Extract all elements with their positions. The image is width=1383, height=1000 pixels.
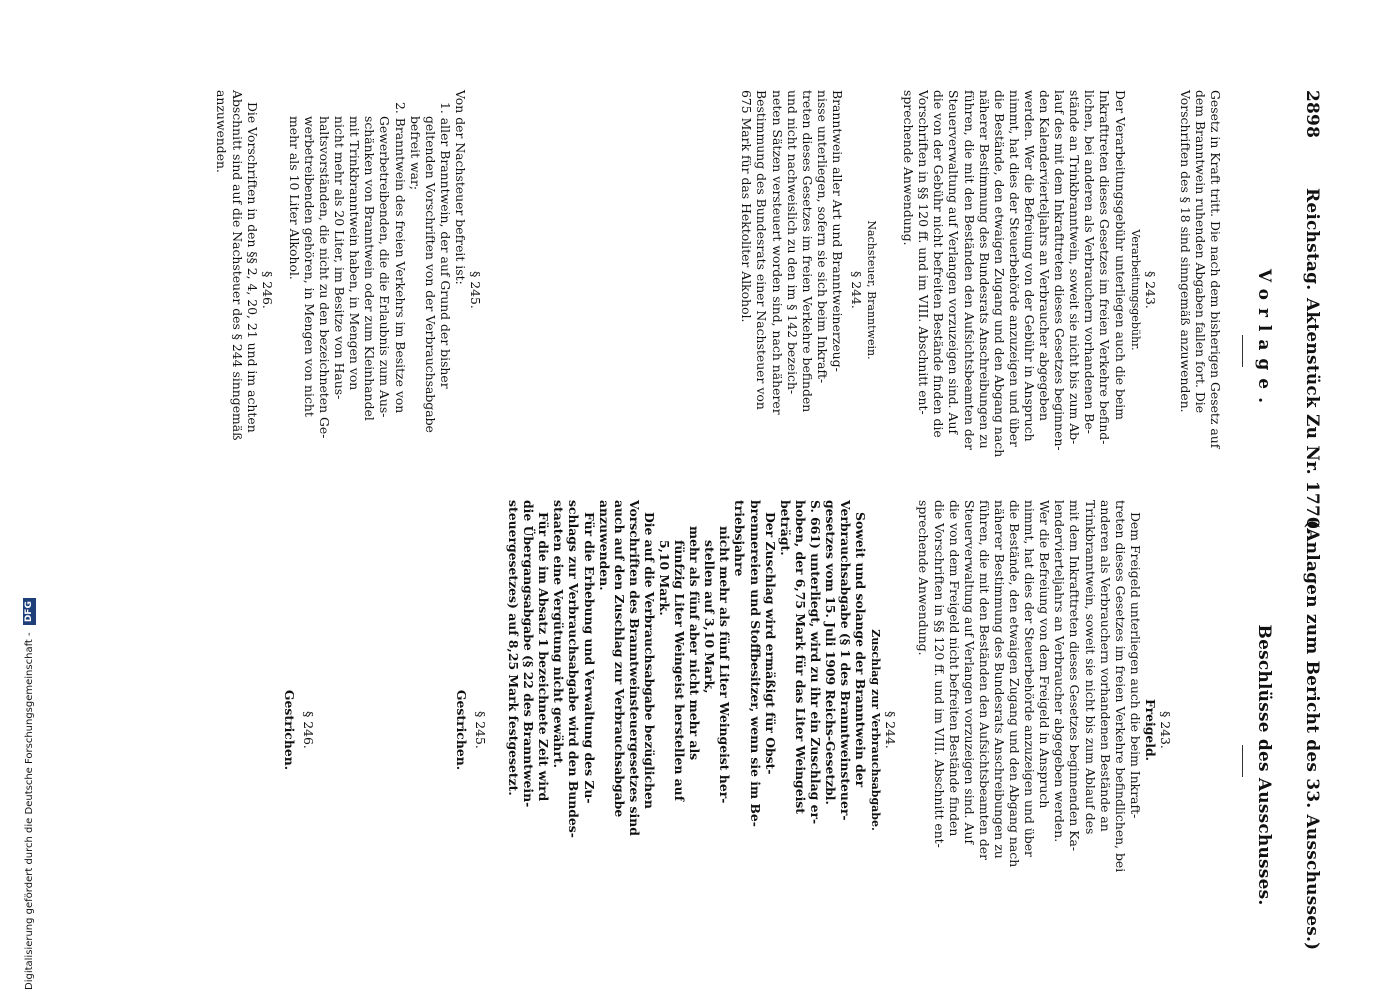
right-s244-number: § 244. [883, 711, 899, 749]
credit-text: Digitalisierung gefördert durch die Deutsche Forschungsgemeinschaft - [24, 632, 35, 990]
left-s243-subtitle: Verarbeitungsgebühr. [1128, 229, 1142, 351]
title-rule-right [1242, 745, 1243, 777]
left-column [739, 90, 1223, 490]
right-s246-number: § 246. [300, 711, 316, 749]
right-s243-body: Dem Freigeld unterliegen auch die beim Inkraft- treten dieses Gesetzes im freien Verkehre befindlichen, bei anderen als Verbrauchern vorhandenen Bestände an Trinkbranntwein, soweit sie nicht bis zum Ablauf des mit dem Inkrafttreten dieses Gesetzes beginnenden Ka- lendervierteljahrs an Verbraucher abgegeben werden. Wer die Befreiung von dem Freigeld in Anspruch nimmt, hat dies der Steuerbehörde anzuzeigen und über die Bestände, den etwaigen Zugang und den Abgang nach näherer Bestimmung des Bundesrats Anschreibungen zu führen, die mit den Beständen den Aufsichtsbeamten der Steuerverwaltung auf Verlangen vorzuzeigen sind. Auf die von dem Freigeld nicht befreiten Bestände finden die Vorschriften in §§ 120 ff. und im VIII. Abschnitt ent- sprechende Anwendung. [916, 500, 1143, 873]
right-s243-number: § 243. [1158, 711, 1173, 749]
header-aktenstueck: Aktenstück Zu Nr. 1770. [1302, 298, 1322, 536]
left-intro: Gesetz in Kraft tritt. Die nach dem bisherigen Gesetz auf dem Branntwein ruhenden Abgaben fallen fort. Die Vorschriften des § 18 sind sinngemäß anzuwenden. [1177, 90, 1223, 449]
title-rule-left [1242, 335, 1243, 367]
header-anlagen: (Anlagen zum Bericht des 33. Ausschusses.) [1302, 520, 1322, 951]
left-s243-body: Der Verarbeitungsgebühr unterliegen auch die beim Inkrafttreten dieses Gesetzes im freien Verkehre befind- lichen, bei anderen als Verbrauchern vorhandenen Be- stände an Trinkbranntwein, soweit sie nicht bis zum Ab- lauf des mit dem Inkrafttreten dieses Gesetzes beginnen- den Kalendervierteljahrs an Verbraucher abgegeben werden. Wer die Befreiung von der Gebühr in Anspruch nimmt, hat dies der Steuerbehörde anzuzeigen und über die Bestände, den etwaigen Zugang und den Abgang nach näherer Bestimmung des Bundesrats Anschreibungen zu führen, die mit den Beständen den Aufsichtsbeamten der Steuerverwaltung auf Verlangen vorzuzeigen sind. Auf die von der Gebühr nicht befreiten Bestände finden die Vorschriften in §§ 120 ff. und im VIII. Abschnitt ent- sprechende Anwendung. [901, 90, 1128, 458]
page-number: 2898 [1302, 90, 1322, 139]
left-s246-body: Die Vorschriften in den §§ 2, 4, 20, 21 und im achten Abschnitt sind auf die Nachsteuer des § 244 sinngemäß anzuwenden. [214, 90, 260, 441]
right-s245-status: Gestrichen. [453, 689, 469, 771]
right-s243-subtitle: Freigeld. [1142, 699, 1158, 761]
right-s244-body: Soweit und solange der Branntwein der Verbrauchsabgabe (§ 1 des Branntweinsteuer- gesetzes vom 15. Juli 1909 Reichs-Gesetzbl. S. 661) unterliegt, wird zu ihr ein Zuschlag er- hoben, der 6,75 Mark für das Liter Weingeist beträgt. Der Zuschlag wird ermäßigt für Obst- brennereien und Stoffbesitzer, wenn sie im Be- triebsjahre nicht mehr als fünf Liter Weingeist her- stellen auf 3,10 Mark, mehr als fünf aber nicht mehr als fünfzig Liter Weingeist herstellen auf 5,10 Mark. Die auf die Verbrauchsabgabe bezüglichen Vorschriften des Branntweinsteuergesetzes sind auch auf den Zuschlag zur Verbrauchsabgabe anzuwenden. Für die Erhebung und Verwaltung des Zu- schlags zur Verbrauchsabgabe wird den Bundes- staaten eine Vergütung nicht gewährt. Für die im Absatz 1 bezeichnete Zeit wird die Übergangsabgabe (§ 22 des Branntwein- steuergesetzes) auf 8,25 Mark festgesetzt. [506, 500, 869, 838]
left-column-title: Vorlage. [1254, 268, 1274, 412]
right-s244-subtitle: Zuschlag zur Verbrauchsabgabe. [869, 629, 883, 831]
left-s245-number: § 245. [468, 271, 483, 309]
left-s244-subtitle: Nachsteuer, Branntwein. [865, 220, 879, 360]
left-s245-body: Von der Nachsteuer befreit ist: 1. aller Branntwein, der auf Grund der bisher geltenden Vorschriften von der Verbrauchsabgabe befreit war; 2. Branntwein des freien Verkehrs im Besitze von Gewerbetreibenden, die die Erlaubnis zum Aus- schänken von Branntwein oder zum Kleinhandel mit Trinkbranntwein haben, in Mengen von nicht mehr als 20 Liter, im Besitze von Haus- haltsvorständen, die nicht zu den bezeichneten Ge- werbetreibenden gehören, in Mengen von nicht mehr als 10 Liter Alkohol. [286, 90, 468, 439]
left-s243-number: § 243. [1142, 271, 1158, 309]
right-s245-number: § 245. [472, 711, 488, 749]
left-s246-number: § 246. [259, 271, 275, 309]
left-column-lower [214, 90, 483, 490]
dfg-logo: DFG [23, 598, 36, 625]
right-column-title: Beschlüsse des Ausschusses. [1254, 624, 1274, 906]
left-s244-body: Branntwein aller Art und Branntweinerzeug- nisse unterliegen, sofern sie sich beim Inkraft- treten dieses Gesetzes im freien Verkehre befinden und nicht nachweislich zu den im § 142 bezeich- neten Sätzen versteuert worden sind, nach näherer Bestimmung des Bundesrats einer Nachsteuer von 675 Mark für das Hektoliter Alkohol. [739, 90, 845, 415]
right-column [282, 500, 1223, 960]
left-s244-number: § 244. [849, 271, 865, 309]
right-s246-status: Gestrichen. [281, 689, 297, 771]
header-reichstag: Reichstag. [1302, 188, 1322, 291]
digitization-credit [0, 0, 35, 1000]
